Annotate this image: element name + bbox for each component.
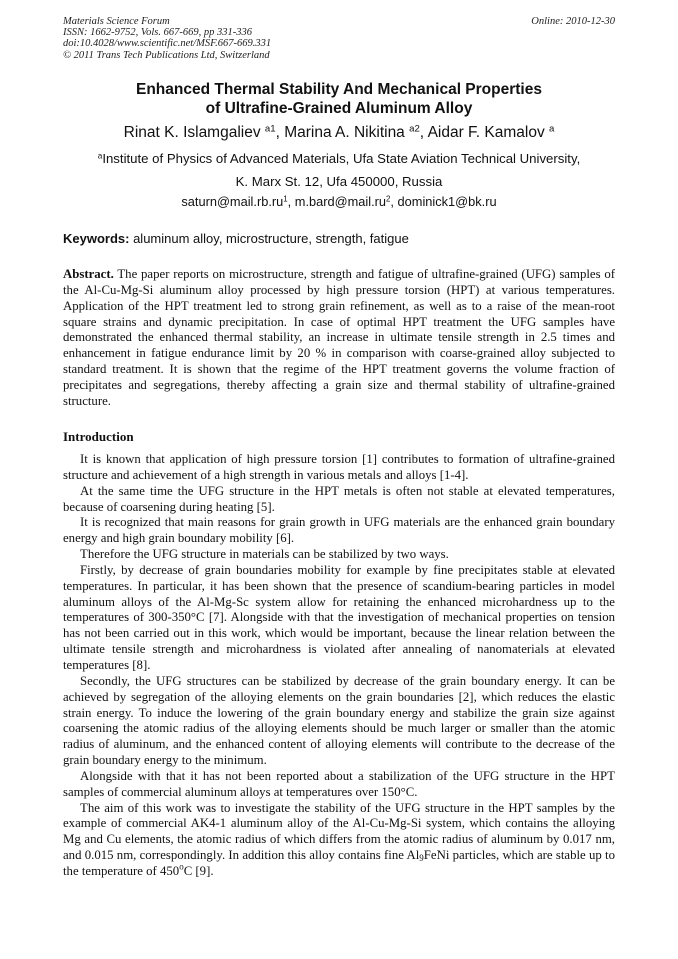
paragraph: Firstly, by decrease of grain boundaries mobility for example by fine precipitates stable at elevated temperatures. In particular, it has been shown that the presence of scandium-bearing particles in model aluminum alloys of the Al-Mg-Sc system allow for retaining the enhanced microhardness up to the temperatures of 300-350°C [7]. Alongside with that the investigation of mechanical properties on tension has not been carried out in this work, which would be important, because the linear relation between the ultimate tensile strength and microhardness is violated after annealing of nanomaterials at elevated temperatures [8]. bbox=[63, 562, 615, 672]
section-heading-introduction: Introduction bbox=[63, 429, 134, 444]
email-address[interactable]: saturn@mail.rb.ru bbox=[181, 194, 284, 209]
introduction-body bbox=[63, 452, 615, 880]
paragraph-text: C [9]. bbox=[183, 863, 214, 878]
email-separator: , bbox=[390, 194, 398, 209]
author-list bbox=[40, 124, 638, 142]
paragraph: At the same time the UFG structure in the HPT metals is often not stable at elevated temperatures, because of coarsening during heating [5]. bbox=[63, 483, 615, 514]
abstract-label: Abstract. bbox=[63, 267, 114, 281]
paragraph: It is known that application of high pressure torsion [1] contributes to formation of ultrafine-grained structure and achievement of a high strength in various metals and alloys [1-4]. bbox=[63, 452, 615, 482]
paragraph: Alongside with that it has not been reported about a stabilization of the UFG structure in the HPT samples of commercial aluminum alloys at temperatures over 150°C. bbox=[63, 768, 615, 799]
abstract-text: The paper reports on microstructure, strength and fatigue of ultrafine-grained (UFG) samples of the Al-Cu-Mg-Si aluminum alloy processed by high pressure torsion (HPT) at various temperatures. Application of the HPT treatment led to strong grain refinement, as well as to a raise of the mean-root square strains and dynamic precipitation. In case of optimal HPT treatment the UFG samples have demonstrated the enhanced thermal stability, an increase in ultimate tensile strength in 2.5 times and enhancement in fatigue endurance limit by 20 % in comparison with coarse-grained alloy subjected to standard treatment. It is shown that the regime of the HPT treatment governs the volume fraction of precipitates and segregations, thereby affecting a grain size and thermal stability of ultrafine-grained structure. bbox=[63, 267, 615, 408]
email-separator: , bbox=[287, 194, 295, 209]
abstract bbox=[63, 267, 615, 410]
paragraph: Therefore the UFG structure in materials can be stabilized by two ways. bbox=[80, 547, 449, 562]
title-line-2: of Ultrafine-Grained Aluminum Alloy bbox=[205, 99, 473, 117]
email-mark: 1 bbox=[283, 194, 288, 204]
email-mark: 2 bbox=[386, 194, 391, 204]
author-name: Aidar F. Kamalov bbox=[427, 124, 550, 141]
author-name: Rinat K. Islamgaliev bbox=[123, 124, 265, 141]
subscript: 9 bbox=[419, 852, 424, 863]
author-separator: , bbox=[419, 124, 428, 141]
paragraph-text: The aim of this work was to investigate the stability of the UFG structure in the HPT samples by the example of commercial AK4-1 aluminum alloy of the Al-Cu-Mg-Si system, which contains the alloying Mg and Cu elements, the atomic radius of which differs from the atomic radius of aluminum by 0.017 nm, and 0.015 nm, correspondingly. In addition this alloy contains fine Al bbox=[63, 800, 615, 863]
email-list bbox=[40, 194, 638, 210]
author-affiliation-mark: a bbox=[549, 123, 555, 135]
keywords-label: Keywords: bbox=[63, 231, 130, 246]
keywords bbox=[63, 231, 615, 247]
email-address[interactable]: m.bard@mail.ru bbox=[294, 194, 387, 209]
keywords-text: aluminum alloy, microstructure, strength, fatigue bbox=[129, 231, 409, 246]
affiliation bbox=[40, 148, 638, 193]
author-name: Marina A. Nikitina bbox=[284, 124, 410, 141]
email-address[interactable]: dominick1@bk.ru bbox=[397, 194, 497, 209]
doi-line: doi:10.4028/www.scientific.net/MSF.667-669.331 bbox=[63, 38, 272, 50]
copyright-line: © 2011 Trans Tech Publications Ltd, Switzerland bbox=[63, 49, 270, 61]
affiliation-text-1: Institute of Physics of Advanced Materials, Ufa State Aviation Technical University, bbox=[102, 151, 581, 166]
title-line-1: Enhanced Thermal Stability And Mechanical Properties bbox=[136, 81, 542, 98]
author-affiliation-mark: a2 bbox=[409, 123, 420, 135]
affiliation-line-1 bbox=[40, 148, 638, 171]
issn-line: ISSN: 1662-9752, Vols. 667-669, pp 331-336 bbox=[63, 27, 252, 39]
paragraph: Secondly, the UFG structures can be stabilized by decrease of the grain boundary energy. It can be achieved by segregation of the alloying elements on the grain boundaries [2], which reduces the elastic strain energy. To induce the lowering of the grain boundary energy and stabilize the grain size against coarsening the atomic radius of the alloying elements should be much larger or smaller than the atomic radius of aluminum, and the enhanced content of alloying elements will contribute to the decrease of the grain boundary energy to the minimum. bbox=[63, 673, 615, 768]
paragraph bbox=[63, 801, 615, 880]
paper-title bbox=[40, 81, 638, 118]
abstract-paragraph bbox=[63, 267, 615, 410]
paragraph-text: FeNi particles, which are stable up to the temperature of 450 bbox=[63, 848, 615, 878]
journal-name: Materials Science Forum bbox=[63, 16, 170, 27]
paragraph: It is recognized that main reasons for grain growth in UFG materials are the enhanced grain boundary energy and high grain boundary mobility [6]. bbox=[63, 515, 615, 546]
running-header bbox=[63, 16, 615, 61]
degree-mark: o bbox=[179, 861, 184, 872]
affiliation-line-2: K. Marx St. 12, Ufa 450000, Russia bbox=[235, 173, 443, 189]
author-affiliation-mark: a1 bbox=[264, 123, 276, 135]
online-date: Online: 2010-12-30 bbox=[531, 16, 615, 27]
author-separator: , bbox=[275, 124, 285, 141]
affiliation-mark: a bbox=[97, 151, 103, 161]
